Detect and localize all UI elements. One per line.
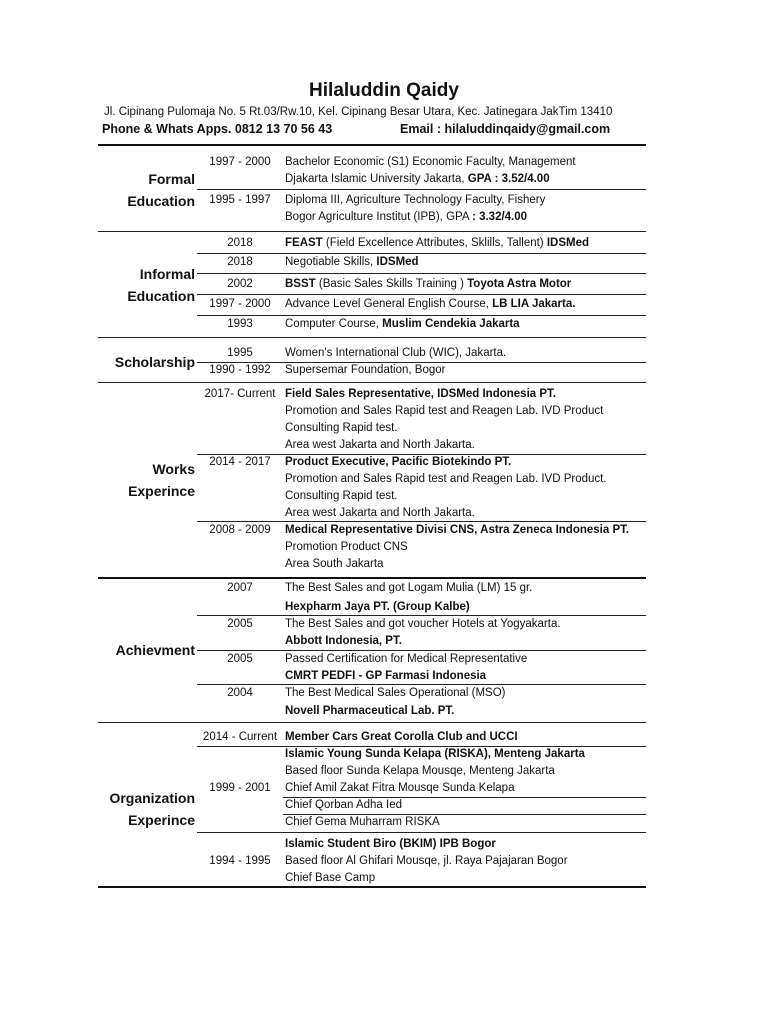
section-rule <box>98 231 646 232</box>
divider <box>197 253 646 254</box>
section-rule <box>98 382 646 383</box>
section-label: Informal <box>139 266 195 282</box>
entry-text: Hexpharm Jaya PT. (Group Kalbe) <box>285 601 470 613</box>
entry-text: (Field Excellence Attributes, Sklills, Tallent) <box>322 237 547 249</box>
divider <box>197 189 646 190</box>
year: 1995 - 1997 <box>209 194 271 206</box>
entry-text: Passed Certification for Medical Representative <box>285 653 528 665</box>
entry-text: Bachelor Economic (S1) Economic Faculty, Management <box>285 156 576 168</box>
entry-text: The Best Medical Sales Operational (MSO) <box>285 687 506 699</box>
entry-text: Islamic Student Biro (BKIM) IPB Bogor <box>285 838 496 850</box>
entry-text: Advance Level General English Course, <box>285 298 493 310</box>
entry-text: Consulting Rapid test. <box>285 422 398 434</box>
year: 2018 <box>227 256 253 268</box>
resume-name: Hilaluddin Qaidy <box>309 80 459 101</box>
divider <box>197 315 646 316</box>
divider <box>197 615 646 616</box>
entry-text: Promotion and Sales Rapid test and Reagen Lab. IVD Product <box>285 405 604 417</box>
year: 2008 - 2009 <box>209 524 271 536</box>
section-rule <box>98 577 646 579</box>
entry-text: The Best Sales and got voucher Hotels at Yogyakarta. <box>285 618 561 630</box>
entry-text: Promotion and Sales Rapid test and Reagen Lab. IVD Product. <box>285 473 607 485</box>
divider <box>197 684 646 685</box>
entry-text: Based floor Sunda Kelapa Mousqe, Menteng Jakarta <box>285 765 555 777</box>
divider <box>197 650 646 651</box>
entry-text: IDSMed <box>546 237 590 249</box>
entry-text: Islamic Young Sunda Kelapa (RISKA), Menteng Jakarta <box>285 748 585 760</box>
entry-text: Muslim Cendekia Jakarta <box>382 318 520 330</box>
year: 1993 <box>227 318 253 330</box>
year: 2014 - Current <box>202 731 278 743</box>
entry-text: FEAST <box>285 237 323 249</box>
entry-text: Bogor Agriculture Institut (IPB), GPA <box>285 211 473 223</box>
section-label: Education <box>127 193 195 209</box>
year: 1999 - 2001 <box>209 782 271 794</box>
year: 1994 - 1995 <box>209 855 271 867</box>
entry-text <box>285 237 589 249</box>
section-achievement <box>95 639 195 661</box>
entry-text <box>285 318 520 330</box>
entry-text: IDSMed <box>376 256 419 268</box>
entry-text: Area South Jakarta <box>285 558 384 570</box>
entry-text: Women's International Club (WIC), Jakarta. <box>285 347 507 359</box>
job-title: Field Sales Representative, IDSMed Indonesia PT. <box>285 388 556 400</box>
entry-text: GPA : 3.52/4.00 <box>467 173 550 185</box>
entry-text <box>285 298 575 310</box>
section-label: Education <box>127 288 195 304</box>
section-label: Scholarship <box>114 354 195 370</box>
entry-text: Chief Gema Muharram RISKA <box>285 816 440 828</box>
entry-text: BSST <box>285 278 316 290</box>
entry-text: Area west Jakarta and North Jakarta. <box>285 507 475 519</box>
year: 2007 <box>227 582 253 594</box>
entry-text: Area west Jakarta and North Jakarta. <box>285 439 475 451</box>
entry-text: Chief Qorban Adha Ied <box>285 799 402 811</box>
job-title: Medical Representative Divisi CNS, Astra Zeneca Indonesia PT. <box>285 524 630 536</box>
entry-text: Diploma III, Agriculture Technology Faculty, Fishery <box>285 194 546 206</box>
year: 2005 <box>227 618 253 630</box>
entry-text <box>285 256 419 268</box>
year: 1997 - 2000 <box>209 156 271 168</box>
entry-text: Chief Amil Zakat Fitra Mousqe Sunda Kelapa <box>285 782 515 794</box>
section-rule <box>98 722 646 723</box>
year: 2018 <box>227 237 253 249</box>
entry-text: Consulting Rapid test. <box>285 490 398 502</box>
entry-text: Negotiable Skills, <box>285 256 377 268</box>
entry-text: Promotion Product CNS <box>285 541 408 553</box>
bottom-rule <box>98 886 646 888</box>
email: Email : hilaluddinqaidy@gmail.com <box>400 122 611 136</box>
entry-text: LB LIA Jakarta. <box>492 298 576 310</box>
divider <box>197 294 646 295</box>
entry-text: Chief Base Camp <box>285 872 376 884</box>
divider <box>197 521 646 522</box>
section-organization <box>95 787 195 831</box>
section-label: Achievment <box>115 642 195 658</box>
entry-text: The Best Sales and got Logam Mulia (LM) 15 gr. <box>285 582 533 594</box>
entry-text: Novell Pharmaceutical Lab. PT. <box>285 705 455 717</box>
divider <box>197 832 646 833</box>
section-label: Experince <box>128 483 195 499</box>
top-rule <box>98 144 646 146</box>
section-label: Experince <box>128 812 195 828</box>
section-label: Formal <box>148 171 195 187</box>
entry-text: Djakarta Islamic University Jakarta, <box>285 173 468 185</box>
section-label: Works <box>152 461 195 477</box>
entry-text: Based floor Al Ghifari Mousqe, jl. Raya Pajajaran Bogor <box>285 855 568 867</box>
entry-text: CMRT PEDFI - GP Farmasi Indonesia <box>285 670 487 682</box>
entry-text: Abbott Indonesia, PT. <box>285 635 402 647</box>
entry-text <box>285 173 550 185</box>
year: 1995 <box>227 347 253 359</box>
section-formal-education <box>95 168 195 212</box>
entry-text: Toyota Astra Motor <box>467 278 572 290</box>
job-title: Product Executive, Pacific Biotekindo PT. <box>285 456 512 468</box>
section-informal-education <box>95 263 195 307</box>
divider <box>197 273 646 274</box>
entry-text: Supersemar Foundation, Bogor <box>285 364 446 376</box>
section-scholarship <box>95 351 195 373</box>
section-rule <box>98 337 646 338</box>
year: 2014 - 2017 <box>209 456 271 468</box>
entry-text <box>285 278 571 290</box>
entry-text <box>285 211 527 223</box>
year: 1990 - 1992 <box>209 364 271 376</box>
section-label: Organization <box>109 790 195 806</box>
phone: Phone & Whats Apps. 0812 13 70 56 43 <box>102 122 333 136</box>
entry-text: (Basic Sales Skills Training ) <box>315 278 468 290</box>
year: 2017- Current <box>204 388 276 400</box>
year: 2002 <box>227 278 253 290</box>
address: Jl. Cipinang Pulomaja No. 5 Rt.03/Rw.10, Kel. Cipinang Besar Utara, Kec. Jatinegara JakTim 13410 <box>104 106 613 118</box>
section-works-experience <box>95 458 195 502</box>
year: 2004 <box>227 687 253 699</box>
year: 1997 - 2000 <box>209 298 271 310</box>
entry-text: Computer Course, <box>285 318 383 330</box>
year: 2005 <box>227 653 253 665</box>
entry-text: : 3.32/4.00 <box>472 211 528 223</box>
entry-text: Member Cars Great Corolla Club and UCCI <box>285 731 518 743</box>
